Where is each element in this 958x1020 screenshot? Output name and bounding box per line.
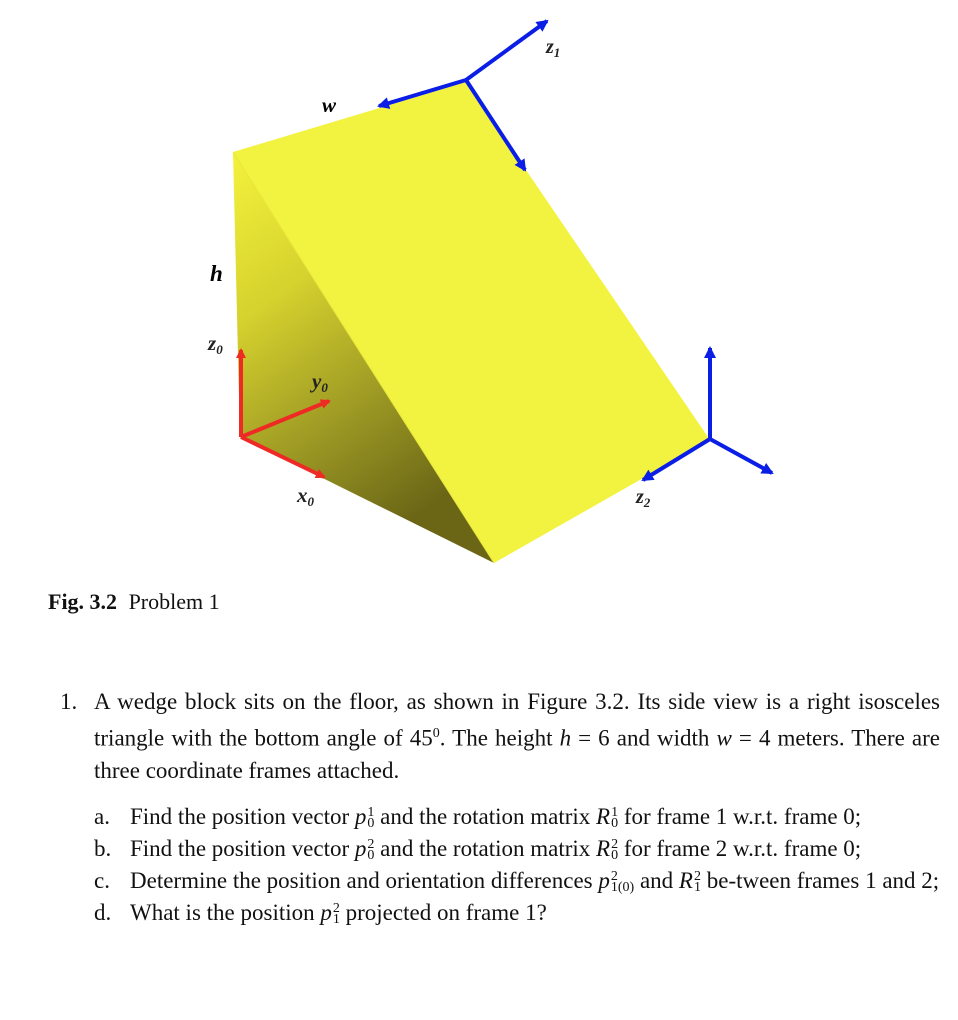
caption-text: Problem 1 <box>128 589 220 614</box>
part-b: b. Find the position vector p 2 0 and the rotation matrix R 2 0 for frame 2 w.r.t. frame 0; <box>94 835 862 864</box>
problem-number: 1. <box>60 689 78 714</box>
part-a: a. Find the position vector p 1 0 and the rotation matrix R 1 0 for frame 1 w.r.t. frame 0; <box>94 803 862 832</box>
label-y0: y0 <box>312 369 328 395</box>
z1-axis <box>466 21 547 80</box>
label-z1: $z_1$ <box>546 36 561 60</box>
problem-parts <box>94 801 940 929</box>
part-c: c. Determine the position and orientation differences p 2 1(0) and R 2 1 be-tween frames 1 and 2; <box>94 867 940 896</box>
part-d: d. What is the position p 2 1 projected on frame 1? <box>94 899 547 928</box>
caption-label: Fig. 3.2 <box>48 589 118 614</box>
label-w: w <box>322 93 337 117</box>
label-x0: x0 <box>297 483 314 509</box>
label-z2: $z_2$ <box>636 486 651 510</box>
label-h: h <box>210 261 223 286</box>
frame2-right-axis <box>710 439 772 473</box>
problem-intro: A wedge block sits on the floor, as shown in Figure 3.2. Its side view is a right isosceles triangle with the bottom angle of $45^0$. The height h = 6 and width w = 4 meters. There are three coordinate frames attached. <box>94 689 940 783</box>
label-z0: z0 <box>208 331 223 357</box>
figure-caption <box>48 589 220 615</box>
problem-1 <box>60 686 940 929</box>
